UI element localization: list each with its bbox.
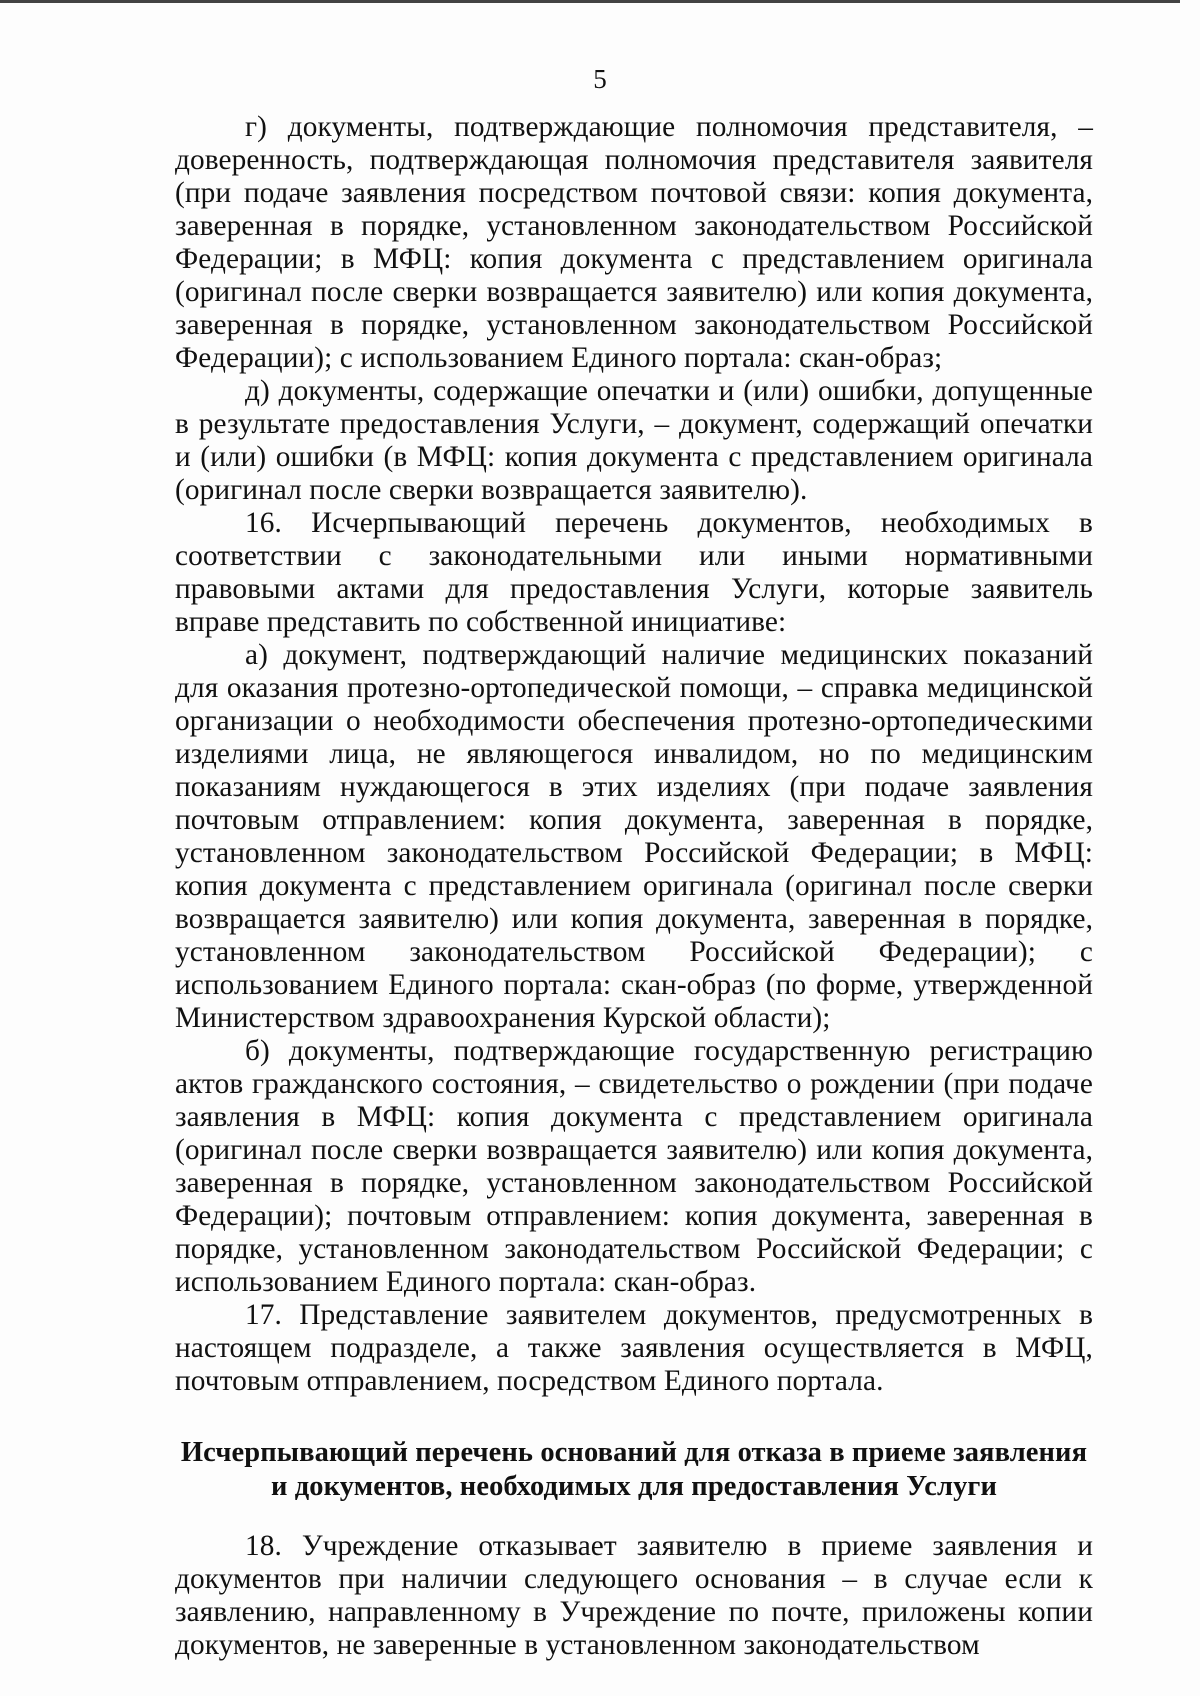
paragraph-a-medical-certificate: а) документ, подтверждающий наличие медицинских показаний для оказания протезно-ортопедической помощи, – справка медицинской организации о необходимости обеспечения протезно-ортопедическими изделиями лица, не являющегося инвалидом, но по медицинским показаниям нуждающегося в этих изделиях (при подаче заявления почтовым отправлением: копия документа, заверенная в порядке, установленном законодательством Российской Федерации; в МФЦ: копия документа с представлением оригинала (оригинал после сверки возвращается заявителю) или копия документа, заверенная в порядке, установленном законодательством Российской Федерации); с использованием Единого портала: скан-образ (по форме, утвержденной Министерством здравоохранения Курской области); (175, 639, 1093, 1034)
refusal-grounds-heading (175, 1436, 1093, 1504)
paragraph-g-representative-documents: г) документы, подтверждающие полномочия представителя, – доверенность, подтверждающая полномочия представителя заявителя (при подаче заявления посредством почтовой связи: копия документа, заверенная в порядке, установленном законодательством Российской Федерации; в МФЦ: копия документа с представлением оригинала (оригинал после сверки возвращается заявителю) или копия документа, заверенная в порядке, установленном законодательством Российской Федерации); с использованием Единого портала: скан-образ; (175, 111, 1093, 374)
paragraph-17-submission-methods: 17. Представление заявителем документов, предусмотренных в настоящем подразделе, а также заявления осуществляется в МФЦ, почтовым отправлением, посредством Единого портала. (175, 1299, 1093, 1397)
top-scan-rule (0, 0, 1180, 3)
paragraph-18-refusal-ground: 18. Учреждение отказывает заявителю в приеме заявления и документов при наличии следующего основания – в случае если к заявлению, направленному в Учреждение по почте, приложены копии документов, не заверенные в установленном законодательством (175, 1530, 1093, 1661)
paragraph-16-optional-documents: 16. Исчерпывающий перечень документов, необходимых в соответствии с законодательными или иными нормативными правовыми актами для предоставления Услуги, которые заявитель вправе представить по собственной инициативе: (175, 507, 1093, 638)
refusal-grounds-heading-line-1: Исчерпывающий перечень оснований для отказа в приеме заявления (180, 1437, 1088, 1468)
paragraph-b-civil-status-documents: б) документы, подтверждающие государственную регистрацию актов гражданского состояния, – свидетельство о рождении (при подаче заявления в МФЦ: копия документа с представлением оригинала (оригинал после сверки возвращается заявителю) или копия документа, заверенная в порядке, установленном законодательством Российской Федерации); почтовым отправлением: копия документа, заверенная в порядке, установленном законодательством Российской Федерации; с использованием Единого портала: скан-образ. (175, 1035, 1093, 1298)
paragraph-d-error-documents: д) документы, содержащие опечатки и (или) ошибки, допущенные в результате предоставления Услуги, – документ, содержащий опечатки и (или) ошибки (в МФЦ: копия документа с представлением оригинала (оригинал после сверки возвращается заявителю). (175, 375, 1093, 506)
refusal-grounds-heading-line-2: и документов, необходимых для предоставления Услуги (271, 1471, 997, 1502)
document-body (175, 111, 1093, 1662)
page-number: 5 (593, 64, 607, 94)
